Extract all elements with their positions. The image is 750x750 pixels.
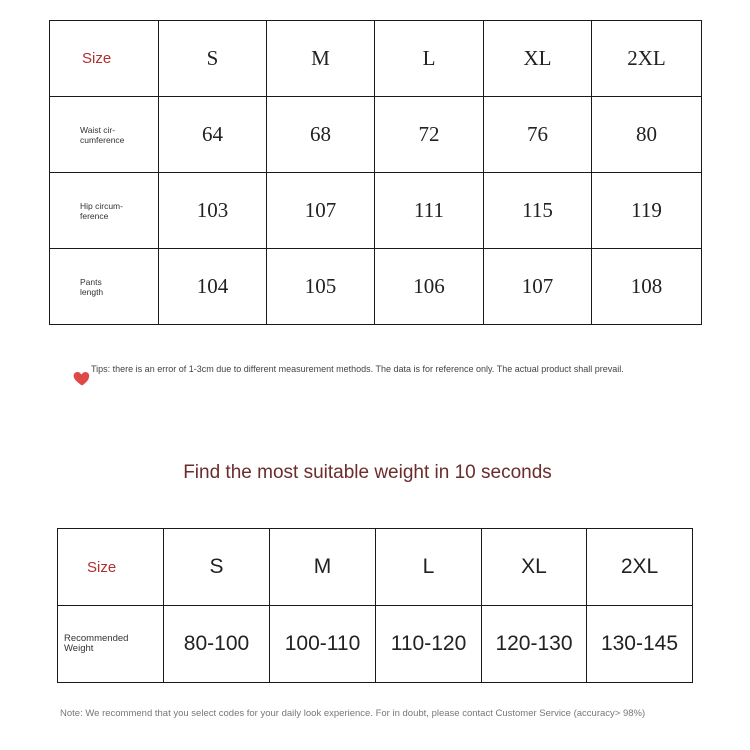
row-label-recommended-weight	[58, 606, 164, 683]
size-column-2xl: 2XL	[592, 21, 702, 97]
table-cell: 103	[159, 173, 267, 249]
table-cell: 80-100	[164, 606, 270, 683]
row-label-line: Pants	[80, 276, 102, 287]
weight-table	[57, 528, 693, 683]
table-cell: 76	[484, 97, 592, 173]
size-column-xl: XL	[482, 529, 587, 606]
table-cell: 111	[375, 173, 484, 249]
row-label-line: Recommended	[64, 633, 129, 644]
size-column-l: L	[376, 529, 482, 606]
size-column-s: S	[164, 529, 270, 606]
table-cell: 104	[159, 249, 267, 325]
heart-icon	[72, 368, 92, 388]
row-label-line: length	[80, 286, 104, 297]
table-cell: 64	[159, 97, 267, 173]
row-label-hip	[50, 173, 159, 249]
table-cell: 107	[267, 173, 375, 249]
row-label-line: Hip circum-	[80, 200, 123, 211]
table-cell: 107	[484, 249, 592, 325]
table-cell: 80	[592, 97, 702, 173]
row-label-line: Weight	[64, 643, 94, 654]
table-cell: 115	[484, 173, 592, 249]
table-cell: 105	[267, 249, 375, 325]
table-row-waist	[50, 97, 702, 173]
row-label-line: ference	[80, 210, 109, 221]
size-column-l: L	[375, 21, 484, 97]
size-column-m: M	[267, 21, 375, 97]
row-label-pants-length	[50, 249, 159, 325]
table-cell: 68	[267, 97, 375, 173]
table-cell: 108	[592, 249, 702, 325]
row-label-line: Waist cir-	[80, 124, 116, 135]
tip-note	[72, 364, 692, 388]
tip-text: Tips: there is an error of 1-3cm due to different measurement methods. The data is for reference only. The actual product shall prevail.	[91, 364, 624, 374]
table-row-weight	[58, 606, 693, 683]
table-header-row	[58, 529, 693, 606]
measurement-table	[49, 20, 702, 325]
table-cell: 110-120	[376, 606, 482, 683]
footer-note: Note: We recommend that you select codes for your daily look experience. For in doubt, please contact Customer Service (accuracy> 98%)	[60, 708, 646, 719]
row-label-waist	[50, 97, 159, 173]
size-column-2xl: 2XL	[587, 529, 693, 606]
table-header-row	[50, 21, 702, 97]
size-header-label: Size	[50, 21, 159, 97]
size-column-m: M	[270, 529, 376, 606]
section-heading: Find the most suitable weight in 10 seconds	[183, 462, 552, 483]
table-cell: 72	[375, 97, 484, 173]
table-cell: 100-110	[270, 606, 376, 683]
table-cell: 119	[592, 173, 702, 249]
size-column-s: S	[159, 21, 267, 97]
table-cell: 106	[375, 249, 484, 325]
size-header-label: Size	[58, 529, 164, 606]
table-row-hip	[50, 173, 702, 249]
row-label-line: cumference	[80, 134, 125, 145]
size-column-xl: XL	[484, 21, 592, 97]
table-cell: 120-130	[482, 606, 587, 683]
table-cell: 130-145	[587, 606, 693, 683]
table-row-pants-length	[50, 249, 702, 325]
